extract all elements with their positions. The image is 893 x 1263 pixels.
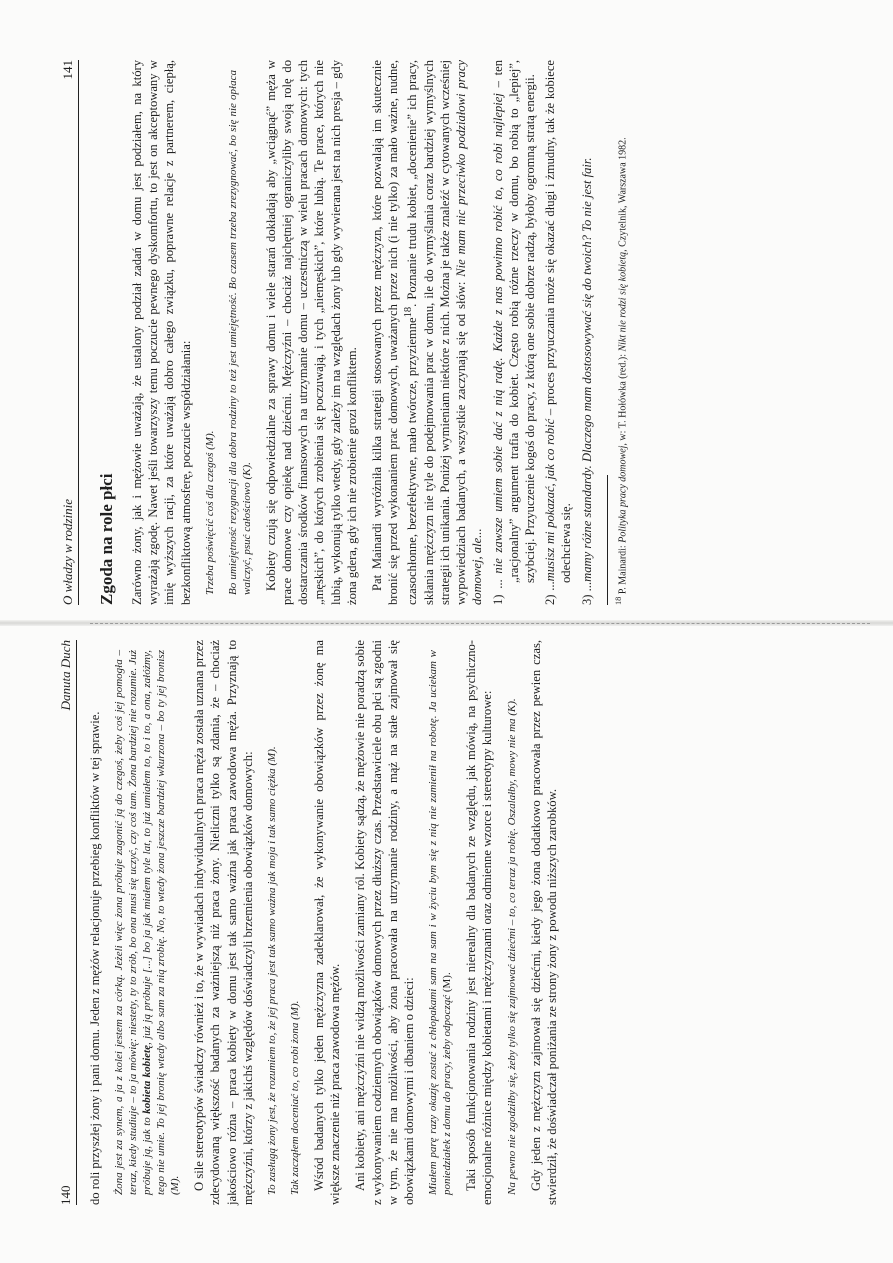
footnote-rule: [607, 475, 608, 605]
page-header: [60, 60, 79, 605]
running-head: O władzy w rodzinie: [60, 498, 75, 605]
paragraph: Taki sposób funkcjonowania rodziny jest nierealny dla badanych ze względu, jak mówią, na psychiczno-emocjonalne różnice między kobietami i mężczyznami oraz odmienne wzorce i stereotypy kulturowe:: [464, 640, 495, 1205]
footnote-ref: 18: [403, 306, 415, 318]
paragraph: [369, 60, 486, 605]
fold-line: [90, 623, 870, 624]
text-run: Miałem parę razy okazję zostać z chłopakami sam na sam i w życiu bym się z nią nie zamienił na robotę. Ja uciekam w poniedziałek z domu do pracy, żeby odpocząć: [427, 650, 454, 1195]
list-marker: 1) ...: [490, 579, 505, 605]
text-run: , w: T. Hołówka (red.):: [617, 351, 629, 446]
footnote: [612, 60, 629, 605]
text-run: – proces przyuczania może się okazać długi i żmudny, tak że kobiece odechciewa się.: [543, 60, 574, 583]
list-item: [579, 60, 595, 605]
quotation: To zasługą żony jest, że rozumiem to, że jej praca jest tak samo ważna jak moja i tak samo ciężka (M).: [266, 746, 279, 1195]
running-head: Danuta Duch: [58, 640, 73, 711]
page-141: [60, 60, 720, 605]
text-run: . Poznanie trudu kobiet, „docenienie” ich pracy, skłania mężczyzn nie tyle do podejmowania prac w domu, ile do wymyślania coraz bardziej wymyślnych strategii ich unikania. Poniżej wymieniam niektóre z nich. Można je także znaleźć w cytowanych wcześniej wypowiedziach badanych, a wszystkie zaczynają się od słów:: [405, 60, 469, 605]
paragraph: Ani kobiety, ani mężczyźni nie widzą możliwości zamiany ról. Kobiety sądzą, że mężowie nie poradzą sobie z wykonywaniem codziennych obowiązków domowych przez dłuższy czas. Przedstawiciele obu płci są zgodni w tym, że nie ma możliwości, aby żona pracowała na utrzymanie rodziny, a mąż na stałe zajmował się obowiązkami domowymi i dbaniem o dzieci:: [353, 640, 417, 1205]
text-run-italic: Polityka pracy domowej: [617, 445, 629, 543]
text-run: Żona jest za synem, a ja z kolei jestem za córką. Jeżeli więc żona próbuje zagonić ją do czegoś, żeby coś jej pomogła – teraz, kiedy studiuje – to ja mówię: niestety, ty to zrób, bo ona musi się uczyć, czy coś tam. Żona bardziej nie rozumie. Już próbuje ją, jak to: [113, 650, 154, 1195]
text-run-italic: musisz mi pokazać, jak co robić: [543, 418, 558, 582]
quotation: Na pewno nie zgodziłby się, żeby tylko się zajmować dziećmi – to, co teraz ja robię. Oszalałby, mowy nie ma (K).: [505, 698, 518, 1195]
text-run: Pat Mainardi wyróżniła kilka strategii stosowanych przez mężczyzn, które pozwalają im skutecznie bronić się przed wykonaniem prac domowych, uważanych przez nich (i nie tylko) za mało ważne, nudne, czasochłonne, bezefektywne, mało twórcze, przyziemne: [370, 60, 420, 605]
paragraph: O sile stereotypów świadczy również i to, że w wywiadach indywidualnych praca męża została uznana przez zdecydowaną większość badanych za ważniejszą niż praca żony. Nieliczni tylko są zdania, że – chociaż jakościowo różna – praca kobiety w domu jest tak samo ważna jak praca zawodowa męża. Przyznają to mężczyźni, którzy z jakichś względów doświadczyli brzemienia obowiązków domowych:: [192, 640, 255, 1205]
text-run-italic: mamy różne standardy. Dlaczego mam dostosowywać się do twoich? To nie jest fair.: [579, 157, 594, 582]
quotation: Bo umiejętność rezygnacji dla dobra rodziny to też jest umiejętność. Bo czasem trzeba zrezygnować, bo się nie opłaca walczyć, psuć całościowo (K).: [226, 70, 253, 595]
paragraph: Gdy jeden z mężczyzn zajmował się dziećmi, kiedy jego żona dodatkowo pracowała przez pewien czas, stwierdził, że doświadczał poniżania ze strony żony z powodu niższych zarobków.: [528, 640, 559, 1205]
text-run: (M).: [441, 972, 454, 995]
list-item: [542, 60, 574, 605]
footnote-number: 18: [613, 596, 623, 605]
paragraph: Zarówno żony, jak i mężowie uważają, że ustalony podział zadań w domu jest podziałem, na który wyrażają zgodę. Nawet jeśli towarzyszy temu poczucie pewnego dyskomfortu, to jest on akceptowany w imię wyższych racji, za które uważają dobro całego związku, poprawne relacje z partnerem, ciepłą, bezkonfliktową atmosferę, poczucie współdziałania:: [130, 60, 193, 605]
paragraph: Kobiety czują się odpowiedzialne za sprawy domu i wiele starań dokładają aby „wciągnąć” męża w prace domowe czy opiekę nad dziećmi. Mężczyźni – chociaż najchętniej ograniczyliby swoją rolę do dostarczania środków finansowych na utrzymanie domu – uczestniczą w wielu pracach domowych: tych „męskich”, do których zrobienia się poczuwają, i tych „niemęskich”, które lubią. Te prace, których nie lubią, wykonują tylko wtedy, gdy zależy im na względach żony lub gdy wywierana jest na nich presja – gdy żona gdera, gdy ich nie zrobienie grozi konfliktem.: [263, 60, 359, 605]
page-number: 140: [58, 1185, 73, 1205]
paragraph: Wśród badanych tylko jeden mężczyzna zadeklarował, że wykonywanie obowiązków przez żonę ma większe znaczenie niż praca zawodowa mężów.: [312, 640, 343, 1205]
text-run-italic: Nikt nie rodzi się kobietą: [617, 251, 629, 352]
text-run-italic: nie zawsze umiem sobie dać z nią radę. Każde z nas powinno robić to, co robi najlepiej: [490, 93, 505, 574]
quotation: [112, 650, 182, 1195]
quotation: [426, 650, 454, 1195]
text-run: , Czytelnik, Warszawa 1982.: [617, 137, 629, 252]
list-marker: 3) ...: [579, 581, 594, 605]
section-title: Zgoda na role płci: [97, 473, 116, 605]
list-marker: 2) ...: [543, 581, 558, 605]
quotation: Tak zacząłem doceniać to, co robi żona (M).: [289, 1000, 302, 1195]
page-140: [58, 640, 559, 1205]
text-run: , już ją próbuje [...] bo ja jak miałem tyle lat, to już umiałem to, to i to, a ona, załóżmy, tego nie umie. To jej bronię wtedy albo sam za nią zrobię. No, to wtedy żona jeszcze bardziej wkurzona – bo ty jej bronisz (M).: [141, 650, 182, 1195]
page-number: 141: [60, 60, 75, 80]
page-header: [58, 640, 77, 1205]
text-run-italic: Nie mam nic przeciwko podziałowi pracy domowej, ale...: [454, 59, 485, 605]
text-run: – ten „racjonalny” argument trafia do kobiet. Często robią różne rzeczy w domu, bo robią to „lepiej”, szybciej. Przyuczenie kogoś do pracy, z którą one sobie dobrze radzą, byłoby ogromną stratą energii.: [490, 60, 538, 583]
text-run: P. Mainardi:: [617, 542, 629, 597]
quotation: Trzeba poświęcić coś dla czegoś (M).: [203, 430, 216, 595]
list-item: [490, 60, 539, 605]
paragraph: do roli przyszłej żony i pani domu. Jeden z mężów relacjonuje przebieg konfliktów w tej sprawie.: [88, 711, 102, 1205]
text-run-bold: kobieta kobietę: [141, 1045, 154, 1114]
